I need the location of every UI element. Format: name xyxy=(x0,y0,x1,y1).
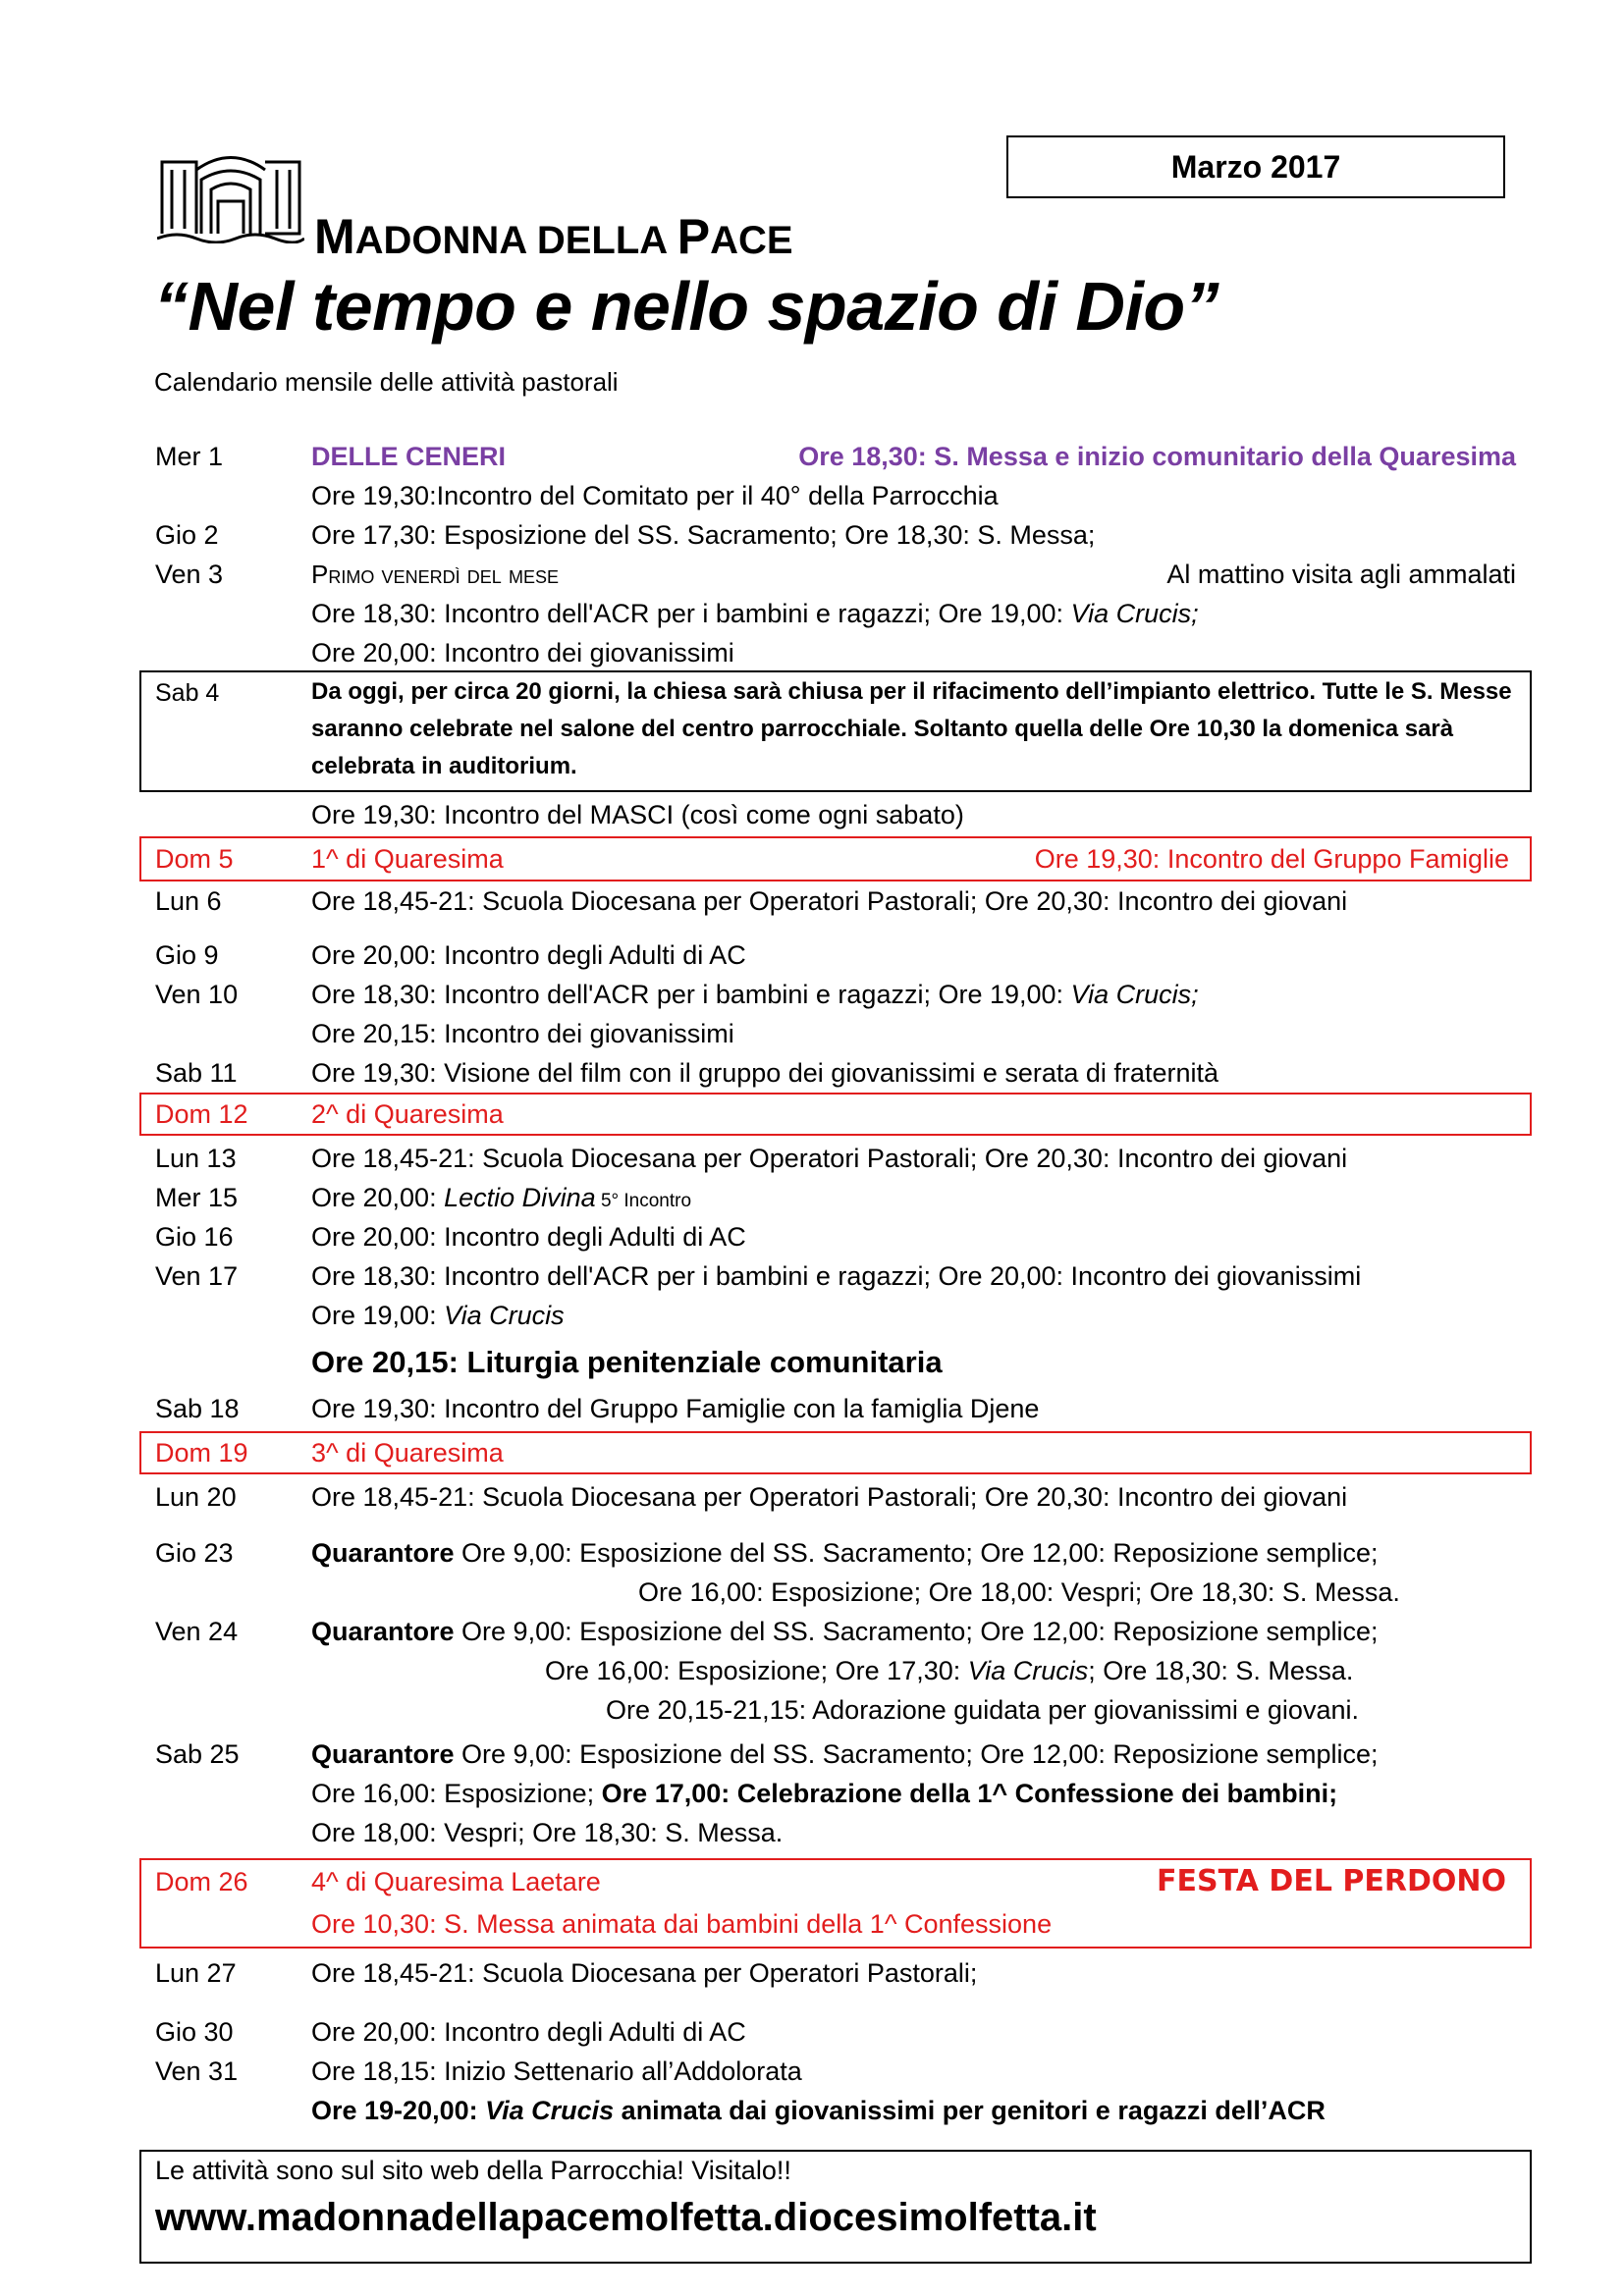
event-text: 2^ di Quaresima xyxy=(311,1099,504,1129)
schedule-row xyxy=(0,1178,1624,1217)
event-text-bold: Quarantore xyxy=(311,1538,455,1568)
schedule-row xyxy=(0,1690,1624,1730)
schedule-row xyxy=(0,1389,1624,1428)
schedule-row xyxy=(0,1573,1624,1612)
event-text: Primo venerdì del mese xyxy=(311,560,560,589)
event-text-bold: Quarantore xyxy=(311,1739,455,1769)
day-label: Dom 19 xyxy=(155,1438,248,1468)
event-text: Ore 20,15-21,15: Adorazione guidata per giovanissimi e giovani. xyxy=(606,1695,1359,1725)
event-text-part: ; Ore 18,30: S. Messa. xyxy=(1088,1656,1354,1685)
event-text-part: Ore 16,00: Esposizione; Ore 17,30: xyxy=(545,1656,968,1685)
schedule-row xyxy=(0,1774,1624,1813)
event-text: Ore 19,30: Incontro del Gruppo Famiglie con la famiglia Djene xyxy=(311,1394,1040,1423)
event-text: Ore 16,00: Esposizione; Ore 18,00: Vespri; Ore 18,30: S. Messa. xyxy=(638,1577,1400,1607)
event-text: Ore 20,00: Incontro dei giovanissimi xyxy=(311,638,734,667)
schedule-row xyxy=(0,839,1624,879)
motto-title: “Nel tempo e nello spazio di Dio” xyxy=(154,268,1219,345)
event-text-italic: Via Crucis xyxy=(444,1301,565,1330)
schedule-row xyxy=(0,1813,1624,1852)
event-text-part: Ore 16,00: Esposizione; xyxy=(311,1779,602,1808)
event-text: Ore 10,30: S. Messa animata dai bambini della 1^ Confessione xyxy=(311,1909,1053,1939)
schedule-row xyxy=(0,1433,1624,1472)
footer-note: Le attività sono sul sito web della Parrocchia! Visitalo!! xyxy=(155,2156,791,2185)
event-text xyxy=(545,1651,1353,1690)
event-text-part: Ore 19,00: xyxy=(311,1301,445,1330)
day-label: Mer 15 xyxy=(155,1183,239,1212)
parish-name xyxy=(314,208,793,265)
schedule-row xyxy=(0,437,1624,476)
event-text xyxy=(311,1178,691,1221)
event-text-right: Al mattino visita agli ammalati xyxy=(1166,560,1516,589)
day-label: Dom 26 xyxy=(155,1867,248,1896)
schedule-row xyxy=(0,1340,1624,1385)
day-label: Ven 31 xyxy=(155,2056,239,2086)
event-text: Ore 18,45-21: Scuola Diocesana per Operatori Pastorali; Ore 20,30: Incontro dei giovani xyxy=(311,1482,1348,1512)
day-label: Ven 24 xyxy=(155,1617,239,1646)
schedule-row xyxy=(0,594,1624,633)
event-text: 3^ di Quaresima xyxy=(311,1438,504,1468)
event-text-part: Ore 9,00: Esposizione del SS. Sacramento; Ore 12,00: Reposizione semplice; xyxy=(454,1617,1379,1646)
day-label: Sab 4 xyxy=(155,679,220,707)
schedule-row xyxy=(0,1256,1624,1296)
schedule-row xyxy=(0,2091,1624,2130)
schedule-row xyxy=(0,1533,1624,1573)
day-label: Lun 27 xyxy=(155,1958,237,1988)
day-label: Lun 13 xyxy=(155,1144,237,1173)
parish-name-cap2: P xyxy=(677,209,711,264)
schedule-row xyxy=(0,515,1624,555)
schedule-row xyxy=(0,2052,1624,2091)
schedule-row xyxy=(0,476,1624,515)
event-text: 4^ di Quaresima Laetare xyxy=(311,1867,601,1896)
schedule-row xyxy=(0,975,1624,1014)
day-label: Sab 11 xyxy=(155,1058,238,1088)
event-text xyxy=(311,2091,1326,2130)
event-text-italic: Via Crucis; xyxy=(1070,599,1199,628)
event-text: Ore 20,00: Incontro degli Adulti di AC xyxy=(311,2017,746,2047)
event-text: Ore 18,45-21: Scuola Diocesana per Operatori Pastorali; xyxy=(311,1958,978,1988)
schedule-row xyxy=(0,1612,1624,1651)
event-text xyxy=(311,1774,1337,1813)
event-text: Ore 20,15: Liturgia penitenziale comunitaria xyxy=(311,1345,943,1379)
website-link[interactable]: www.madonnadellapacemolfetta.diocesimolfetta.it xyxy=(155,2196,1097,2239)
day-label: Ven 3 xyxy=(155,560,224,589)
month-box xyxy=(1006,135,1505,198)
day-label: Gio 30 xyxy=(155,2017,234,2047)
event-text-part: Ore 18,30: Incontro dell'ACR per i bambini e ragazzi; Ore 19,00: xyxy=(311,980,1071,1009)
event-text: Ore 18,45-21: Scuola Diocesana per Operatori Pastorali; Ore 20,30: Incontro dei giovani xyxy=(311,886,1348,916)
church-logo-icon xyxy=(157,140,304,243)
schedule-row xyxy=(0,1095,1624,1134)
schedule-row xyxy=(0,795,1624,834)
day-label: Ven 17 xyxy=(155,1261,239,1291)
schedule-row xyxy=(0,2012,1624,2052)
event-text: Ore 19,30: Incontro del MASCI (così come ogni sabato) xyxy=(311,800,964,829)
day-label: Lun 20 xyxy=(155,1482,237,1512)
event-text-italic: Via Crucis; xyxy=(1070,980,1199,1009)
event-text: Ore 18,15: Inizio Settenario all’Addolorata xyxy=(311,2056,802,2086)
parish-name-cap1: M xyxy=(314,209,355,264)
schedule-row xyxy=(0,633,1624,672)
event-text: 1^ di Quaresima xyxy=(311,844,504,874)
day-label: Lun 6 xyxy=(155,886,222,916)
event-text: Ore 19,30:Incontro del Comitato per il 40° della Parrocchia xyxy=(311,481,999,510)
event-text-part: Ore 9,00: Esposizione del SS. Sacramento; Ore 12,00: Reposizione semplice; xyxy=(454,1538,1379,1568)
event-text-italic: Lectio Divina xyxy=(444,1183,596,1212)
day-label: Dom 12 xyxy=(155,1099,248,1129)
schedule-row xyxy=(0,1217,1624,1256)
notice-text: Da oggi, per circa 20 giorni, la chiesa sarà chiusa per il rifacimento dell’impianto elettrico. Tutte le S. Messe saranno celebrate nel salone del centro parrocchiale. Soltanto quella delle Ore 10,30 la domenica sarà celebrata in auditorium. xyxy=(311,678,1512,779)
day-label: Mer 1 xyxy=(155,442,224,471)
event-text: Ore 18,45-21: Scuola Diocesana per Operatori Pastorali; Ore 20,30: Incontro dei giovani xyxy=(311,1144,1348,1173)
schedule-row xyxy=(0,1053,1624,1093)
event-text-bold: Ore 17,00: Celebrazione della 1^ Confessione dei bambini; xyxy=(601,1779,1338,1808)
event-text-right: FESTA DEL PERDONO xyxy=(1157,1864,1506,1898)
day-label: Gio 23 xyxy=(155,1538,234,1568)
event-text: Ore 17,30: Esposizione del SS. Sacramento; Ore 18,30: S. Messa; xyxy=(311,520,1096,550)
event-text: Ore 20,00: Incontro degli Adulti di AC xyxy=(311,940,746,970)
event-text-right: Ore 19,30: Incontro del Gruppo Famiglie xyxy=(1034,844,1509,874)
event-text-part: animata dai giovanissimi per genitori e ragazzi dell’ACR xyxy=(614,2096,1326,2125)
schedule-row xyxy=(0,881,1624,921)
schedule-row xyxy=(0,1953,1624,1993)
event-text: Ore 18,30: Incontro dell'ACR per i bambini e ragazzi; Ore 20,00: Incontro dei giovanissimi xyxy=(311,1261,1362,1291)
day-label: Dom 5 xyxy=(155,844,234,874)
schedule-row xyxy=(0,1477,1624,1517)
event-text: Ore 18,00: Vespri; Ore 18,30: S. Messa. xyxy=(311,1818,784,1847)
day-label: Ven 10 xyxy=(155,980,239,1009)
event-text-italic: Via Crucis xyxy=(485,2096,615,2125)
event-text xyxy=(311,594,1199,633)
parish-name-part1: ADONNA DELLA xyxy=(354,219,677,262)
event-text: Ore 20,15: Incontro dei giovanissimi xyxy=(311,1019,734,1048)
schedule-row xyxy=(0,1904,1624,1944)
schedule-row xyxy=(0,1014,1624,1053)
day-label: Gio 2 xyxy=(155,520,219,550)
day-label: Sab 25 xyxy=(155,1739,240,1769)
day-label: Sab 18 xyxy=(155,1394,240,1423)
event-text-small: 5° Incontro xyxy=(595,1191,692,1211)
event-text xyxy=(311,1735,1379,1774)
schedule-row xyxy=(0,935,1624,975)
event-text xyxy=(311,975,1199,1014)
schedule-row xyxy=(0,1139,1624,1178)
day-label: Gio 9 xyxy=(155,940,219,970)
event-text: Ore 20,00: Incontro degli Adulti di AC xyxy=(311,1222,746,1252)
event-text-bold: Quarantore xyxy=(311,1617,455,1646)
event-text-part: Ore 19-20,00: xyxy=(311,2096,486,2125)
schedule-row xyxy=(0,1296,1624,1335)
schedule-row xyxy=(0,1862,1624,1901)
month-label: Marzo 2017 xyxy=(1170,148,1341,185)
subtitle: Calendario mensile delle attività pastorali xyxy=(154,367,619,397)
event-text-part: Ore 20,00: xyxy=(311,1183,445,1212)
event-text-part: Ore 9,00: Esposizione del SS. Sacramento; Ore 12,00: Reposizione semplice; xyxy=(454,1739,1379,1769)
schedule-row xyxy=(0,1735,1624,1774)
parish-name-part2: ACE xyxy=(710,219,793,262)
event-text: DELLE CENERI xyxy=(311,442,507,471)
event-text-italic: Via Crucis xyxy=(967,1656,1089,1685)
event-text xyxy=(311,1612,1379,1651)
event-text xyxy=(311,1296,565,1335)
day-label: Gio 16 xyxy=(155,1222,234,1252)
schedule-row xyxy=(0,555,1624,594)
event-text xyxy=(311,1533,1379,1573)
event-text-right: Ore 18,30: S. Messa e inizio comunitario della Quaresima xyxy=(798,442,1516,471)
event-text-part: Ore 18,30: Incontro dell'ACR per i bambini e ragazzi; Ore 19,00: xyxy=(311,599,1071,628)
schedule-row xyxy=(0,1651,1624,1690)
event-text: Ore 19,30: Visione del film con il gruppo dei giovanissimi e serata di fraternità xyxy=(311,1058,1218,1088)
